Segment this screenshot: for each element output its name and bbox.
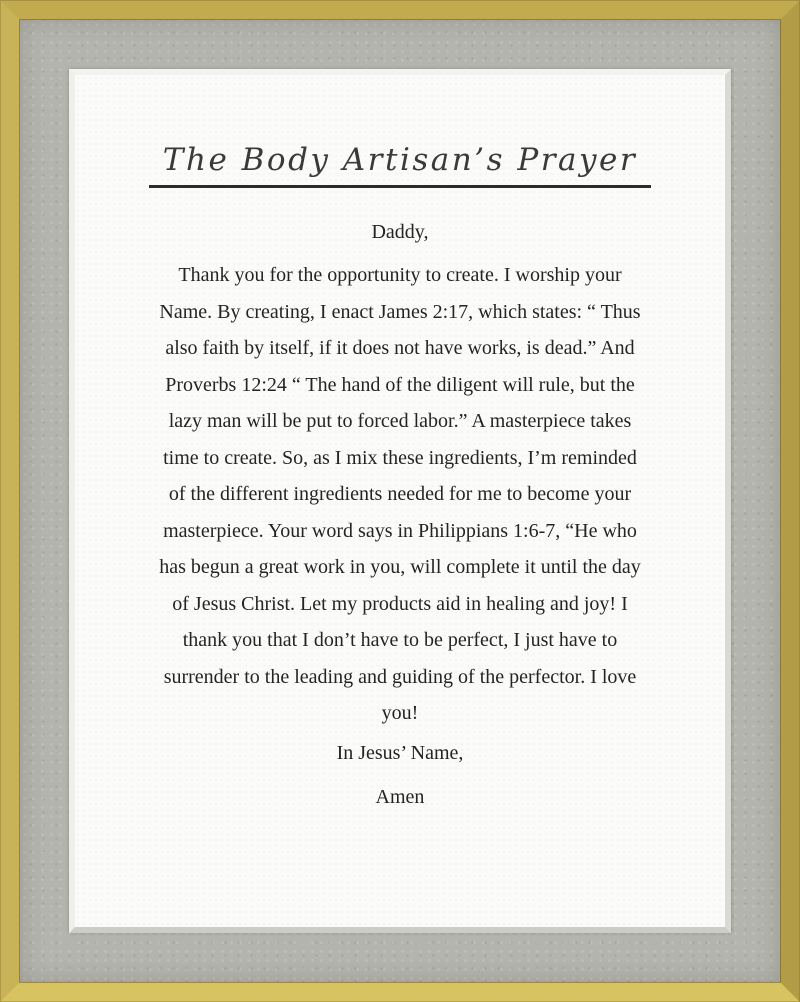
prayer-salutation: Daddy,: [371, 221, 429, 243]
prayer-line: of Jesus Christ. Let my products aid in healing and joy! I: [172, 592, 628, 615]
prayer-line: also faith by itself, if it does not have works, is dead.” And: [165, 337, 635, 359]
title-row: [89, 137, 711, 188]
prayer-line: masterpiece. Your word says in Philippians 1:6-7, “He who: [163, 519, 637, 542]
prayer-line: time to create. So, as I mix these ingredients, I’m reminded: [163, 446, 637, 469]
frame-mat: [20, 20, 780, 982]
prayer-line: lazy man will be put to forced labor.” A masterpiece takes: [168, 410, 632, 432]
prayer-line: surrender to the leading and guiding of the perfector. I love: [163, 665, 637, 688]
prayer-line: Proverbs 12:24 “ The hand of the diligent will rule, but the: [165, 373, 635, 396]
prayer-line: of the different ingredients needed for me to become your: [168, 483, 632, 505]
prayer-line: Name. By creating, I enact James 2:17, which states: “ Thus: [159, 300, 641, 323]
prayer-document: [75, 75, 725, 927]
prayer-body: [89, 257, 711, 732]
prayer-signoff: Amen: [375, 785, 425, 808]
mat-bevel: [69, 69, 731, 933]
prayer-line: has begun a great work in you, will complete it until the day: [159, 556, 641, 578]
prayer-line: Thank you for the opportunity to create. I worship your: [178, 264, 622, 286]
prayer-line: thank you that I don’t have to be perfect, I just have to: [182, 629, 618, 651]
prayer-line: you!: [381, 702, 419, 724]
prayer-closing: In Jesus’ Name,: [336, 741, 464, 764]
prayer-title: The Body Artisan’s Prayer: [149, 137, 651, 188]
